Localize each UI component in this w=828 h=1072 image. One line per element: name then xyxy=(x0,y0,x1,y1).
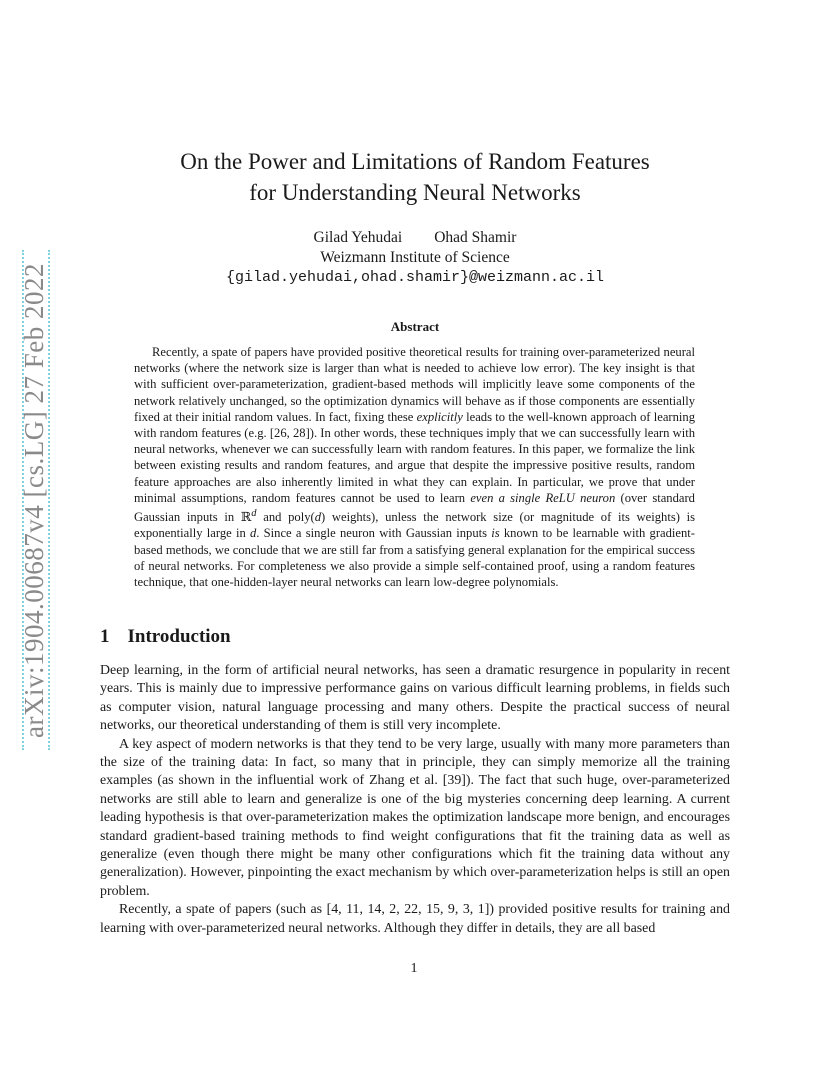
abstract-text: Recently, a spate of papers have provided positive theoretical results for training over-parameterized neural networks (where the network size is larger than what is needed to achieve low error). The key insight is that with sufficient over-parameterization, gradient-based methods will implicitly leave some components of the network relatively unchanged, so the optimization dynamics will behave as if those components are essentially fixed at their initial random values. In fact, fixing these explicitly leads to the well-known approach of learning with random features (e.g. [26, 28]). In other words, these techniques imply that we can successfully learn with neural networks, whenever we can successfully learn with random features. In this paper, we formalize the link between existing results and random features, and argue that despite the impressive positive results, random feature approaches are also inherently limited in what they can explain. In particular, we prove that under minimal assumptions, random features cannot be used to learn even a single ReLU neuron (over standard Gaussian inputs in ℝ$^d$ and poly(d) weights), unless the network size (or magnitude of its weights) is exponentially large in d. Since a single neuron with Gaussian inputs is known to be learnable with gradient-based methods, we conclude that we are still far from a satisfying general explanation for the empirical success of neural networks. For completeness we also provide a simple self-contained proof, using a random features technique, that one-hidden-layer neural networks can learn low-degree polynomials. xyxy=(134,345,696,590)
author-name: Gilad Yehudai xyxy=(313,229,403,246)
author-block xyxy=(100,228,730,288)
author-name: Ohad Shamir xyxy=(434,229,517,246)
body-paragraph: Deep learning, in the form of artificial neural networks, has seen a dramatic resurgence in popularity in recent years. This is mainly due to impressive performance gains on various difficult learning problems, in fields such as computer vision, natural language processing and many others. Despite the practical success of neural networks, our theoretical understanding of them is still very incomplete. xyxy=(100,663,730,734)
paper-title xyxy=(100,146,730,208)
author-email: {gilad.yehudai,ohad.shamir}@weizmann.ac.il xyxy=(225,269,605,286)
affiliation: Weizmann Institute of Science xyxy=(320,249,510,266)
body-paragraph: A key aspect of modern networks is that they tend to be very large, usually with many more parameters than the size of the training data: In fact, so many that in principle, they can simply memorize all the training examples (as shown in the influential work of Zhang et al. [39]). The fact that such huge, over-parameterized networks are still able to learn and generalize is one of the big mysteries concerning deep learning. A current leading hypothesis is that over-parameterization makes the optimization landscape more benign, and encourages standard gradient-based training methods to find weight configurations that fit the training data as well as generalize (even though there might be many other configurations which fit the training data without any generalization). However, pinpointing the exact mechanism by which over-parameterization helps is still an open problem. xyxy=(100,736,730,899)
abstract-heading: Abstract xyxy=(390,319,440,334)
author-names xyxy=(100,228,730,248)
arxiv-stamp-text: arXiv:1904.00687v4 [cs.LG] 27 Feb 2022 xyxy=(18,262,49,738)
section-heading xyxy=(100,626,231,648)
title-line-1: On the Power and Limitations of Random Features xyxy=(180,149,650,174)
body-paragraph: Recently, a spate of papers (such as [4, 11, 14, 2, 22, 15, 9, 3, 1]) provided positive results for training and learning with over-parameterized neural networks. Although they differ in details, they are all based xyxy=(100,902,730,936)
title-line-2: for Understanding Neural Networks xyxy=(249,180,581,205)
page-number: 1 xyxy=(410,961,418,976)
body-text xyxy=(100,662,730,938)
section-title: Introduction xyxy=(127,626,231,647)
arxiv-stamp xyxy=(14,260,54,740)
section-number: 1 xyxy=(100,626,110,647)
